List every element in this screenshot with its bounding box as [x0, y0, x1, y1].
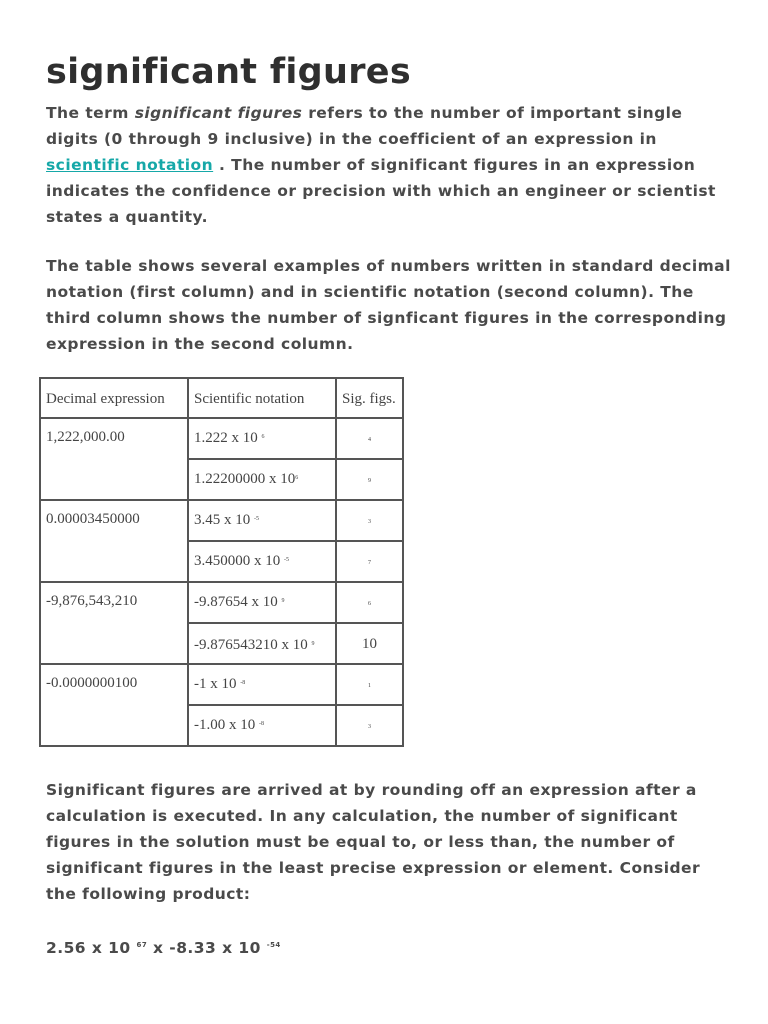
intro-term: significant figures — [134, 104, 303, 122]
table-row — [40, 418, 403, 459]
sci-base: -1.00 x 10 — [194, 717, 256, 733]
scientific-cell — [188, 623, 336, 664]
sci-exponent: -5 — [254, 516, 259, 522]
table-intro-paragraph: The table shows several examples of numbers written in standard decimal notation (first column) and in scientific notation (second column). The third column shows the number of signficant figures in the corresponding expression in the second column. — [46, 257, 731, 353]
header-decimal: Decimal expression — [40, 378, 188, 418]
sig-figs-cell — [336, 418, 403, 459]
sig-figs-cell — [336, 459, 403, 500]
sig-figs-cell — [336, 500, 403, 541]
sig-figs-cell — [336, 623, 403, 664]
sci-base: 3.450000 x 10 — [194, 553, 281, 569]
product-term-a: 2.56 x 10 — [46, 939, 131, 957]
intro-text-a: refers to the number of important single digits (0 through 9 inclusive) in the coefficient of an expression in — [46, 104, 683, 148]
sig-figs-value: 3 — [368, 519, 371, 525]
scientific-cell — [188, 500, 336, 541]
sig-figs-value: 4 — [368, 437, 371, 443]
header-scientific: Scientific notation — [188, 378, 336, 418]
sig-figs-cell — [336, 582, 403, 623]
product-exponent-b: -54 — [266, 941, 281, 949]
intro-paragraph — [46, 100, 736, 230]
product-term-b: x -8.33 x 10 — [147, 939, 261, 957]
decimal-cell: 1,222,000.00 — [40, 418, 188, 500]
decimal-cell: -9,876,543,210 — [40, 582, 188, 664]
table-header-row — [40, 378, 403, 418]
sci-base: 1.222 x 10 — [194, 430, 258, 446]
sig-figs-value: 1 — [368, 683, 371, 689]
decimal-cell: 0.00003450000 — [40, 500, 188, 582]
sig-figs-value: 7 — [368, 560, 371, 566]
decimal-cell: -0.0000000100 — [40, 664, 188, 746]
scientific-cell — [188, 582, 336, 623]
table-row — [40, 664, 403, 705]
page-title: significant figures — [46, 52, 411, 92]
sci-exponent: -8 — [240, 680, 246, 686]
sci-exponent: 9 — [281, 598, 285, 604]
product-expression — [46, 932, 736, 961]
sci-exponent: 9 — [311, 641, 315, 647]
scientific-cell — [188, 664, 336, 705]
sci-exponent: 6 — [295, 475, 299, 481]
significant-figures-table — [39, 377, 404, 747]
sci-exponent: 6 — [261, 434, 265, 440]
sci-exponent: -8 — [259, 721, 264, 727]
rounding-paragraph: Significant figures are arrived at by rounding off an expression after a calculation is executed. In any calculation, the number of significant figures in the solution must be equal to, or less than, the number of significant figures in the least precise expression or element. Consider the following product: — [46, 781, 701, 903]
scientific-cell — [188, 541, 336, 582]
table-row — [40, 500, 403, 541]
sig-figs-value: 6 — [368, 601, 371, 607]
scientific-cell — [188, 459, 336, 500]
sig-figs-value: 10 — [362, 636, 377, 652]
scientific-notation-link[interactable]: scientific notation — [46, 156, 214, 174]
scientific-cell — [188, 705, 336, 746]
sci-base: -1 x 10 — [194, 676, 237, 692]
intro-lead: The term — [46, 104, 135, 122]
sig-figs-value: 9 — [368, 478, 371, 484]
header-sig-figs: Sig. figs. — [336, 378, 403, 418]
sci-exponent: -5 — [284, 557, 289, 563]
sci-base: -9.87654 x 10 — [194, 594, 278, 610]
product-exponent-a: 67 — [136, 941, 148, 949]
sci-base: 3.45 x 10 — [194, 512, 251, 528]
sig-figs-value: 3 — [368, 724, 371, 730]
sig-figs-cell — [336, 541, 403, 582]
sig-figs-cell — [336, 664, 403, 705]
sci-base: 1.22200000 x 10 — [194, 471, 296, 487]
table-row — [40, 582, 403, 623]
sig-figs-cell — [336, 705, 403, 746]
sci-base: -9.876543210 x 10 — [194, 637, 308, 653]
intro-text-b: . The number of significant figures in an expression indicates the confidence or precision with which an engineer or scientist states a quantity. — [46, 156, 716, 226]
scientific-cell — [188, 418, 336, 459]
